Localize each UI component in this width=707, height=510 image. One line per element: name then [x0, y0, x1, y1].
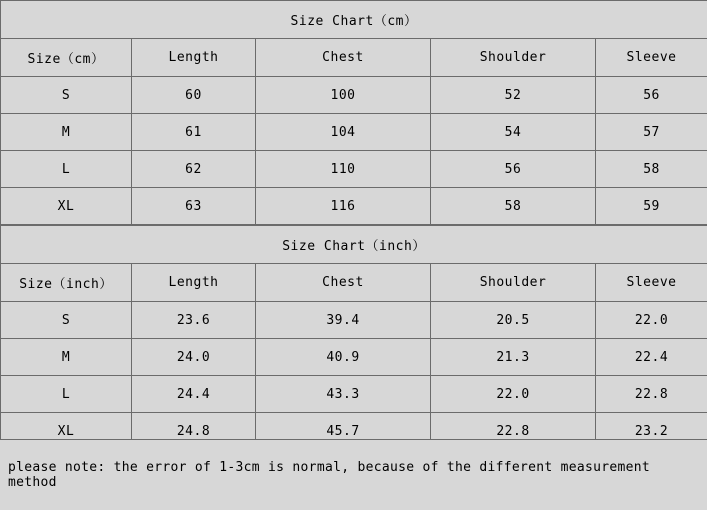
cell-size: L [1, 151, 132, 188]
cell-sleeve: 23.2 [596, 413, 707, 450]
cell-sleeve: 22.4 [596, 339, 707, 376]
cell-chest: 39.4 [256, 302, 431, 339]
cell-shoulder: 22.8 [431, 413, 596, 450]
column-header-length: Length [132, 39, 256, 77]
table-row [1, 77, 707, 114]
cell-sleeve: 22.0 [596, 302, 707, 339]
caption-row [1, 226, 707, 264]
table-row [1, 339, 707, 376]
cell-length: 60 [132, 77, 256, 114]
table-caption: Size Chart（inch） [1, 226, 707, 264]
table-row [1, 376, 707, 413]
cell-shoulder: 54 [431, 114, 596, 151]
cell-size: S [1, 77, 132, 114]
cell-length: 62 [132, 151, 256, 188]
cell-shoulder: 21.3 [431, 339, 596, 376]
column-header-chest: Chest [256, 264, 431, 302]
cell-size: M [1, 114, 132, 151]
column-header-shoulder: Shoulder [431, 264, 596, 302]
cell-size: M [1, 339, 132, 376]
table-row [1, 114, 707, 151]
cell-length: 24.8 [132, 413, 256, 450]
column-header-shoulder: Shoulder [431, 39, 596, 77]
cell-chest: 43.3 [256, 376, 431, 413]
table-row [1, 151, 707, 188]
cell-sleeve: 58 [596, 151, 707, 188]
cell-shoulder: 52 [431, 77, 596, 114]
table-row [1, 188, 707, 225]
cell-size: S [1, 302, 132, 339]
cell-chest: 104 [256, 114, 431, 151]
cell-sleeve: 22.8 [596, 376, 707, 413]
cell-chest: 100 [256, 77, 431, 114]
table-header-row [1, 264, 707, 302]
table-caption: Size Chart（cm） [1, 1, 707, 39]
caption-row [1, 1, 707, 39]
cell-sleeve: 56 [596, 77, 707, 114]
cell-size: L [1, 376, 132, 413]
cell-shoulder: 58 [431, 188, 596, 225]
column-header-chest: Chest [256, 39, 431, 77]
column-header-length: Length [132, 264, 256, 302]
column-header-sleeve: Sleeve [596, 264, 707, 302]
table-header-row [1, 39, 707, 77]
cell-chest: 40.9 [256, 339, 431, 376]
size-chart-inch-table [0, 225, 707, 450]
cell-size: XL [1, 413, 132, 450]
measurement-note: please note: the error of 1-3cm is normal, because of the different measurement method [0, 439, 707, 510]
cell-length: 24.0 [132, 339, 256, 376]
cell-chest: 116 [256, 188, 431, 225]
column-header-size: Size（inch） [1, 264, 132, 302]
table-row [1, 302, 707, 339]
cell-shoulder: 20.5 [431, 302, 596, 339]
cell-sleeve: 59 [596, 188, 707, 225]
cell-length: 24.4 [132, 376, 256, 413]
cell-length: 23.6 [132, 302, 256, 339]
cell-length: 63 [132, 188, 256, 225]
cell-shoulder: 56 [431, 151, 596, 188]
cell-chest: 45.7 [256, 413, 431, 450]
column-header-sleeve: Sleeve [596, 39, 707, 77]
size-chart-cm-table [0, 0, 707, 225]
cell-shoulder: 22.0 [431, 376, 596, 413]
cell-length: 61 [132, 114, 256, 151]
cell-size: XL [1, 188, 132, 225]
cell-chest: 110 [256, 151, 431, 188]
cell-sleeve: 57 [596, 114, 707, 151]
column-header-size: Size（cm） [1, 39, 132, 77]
